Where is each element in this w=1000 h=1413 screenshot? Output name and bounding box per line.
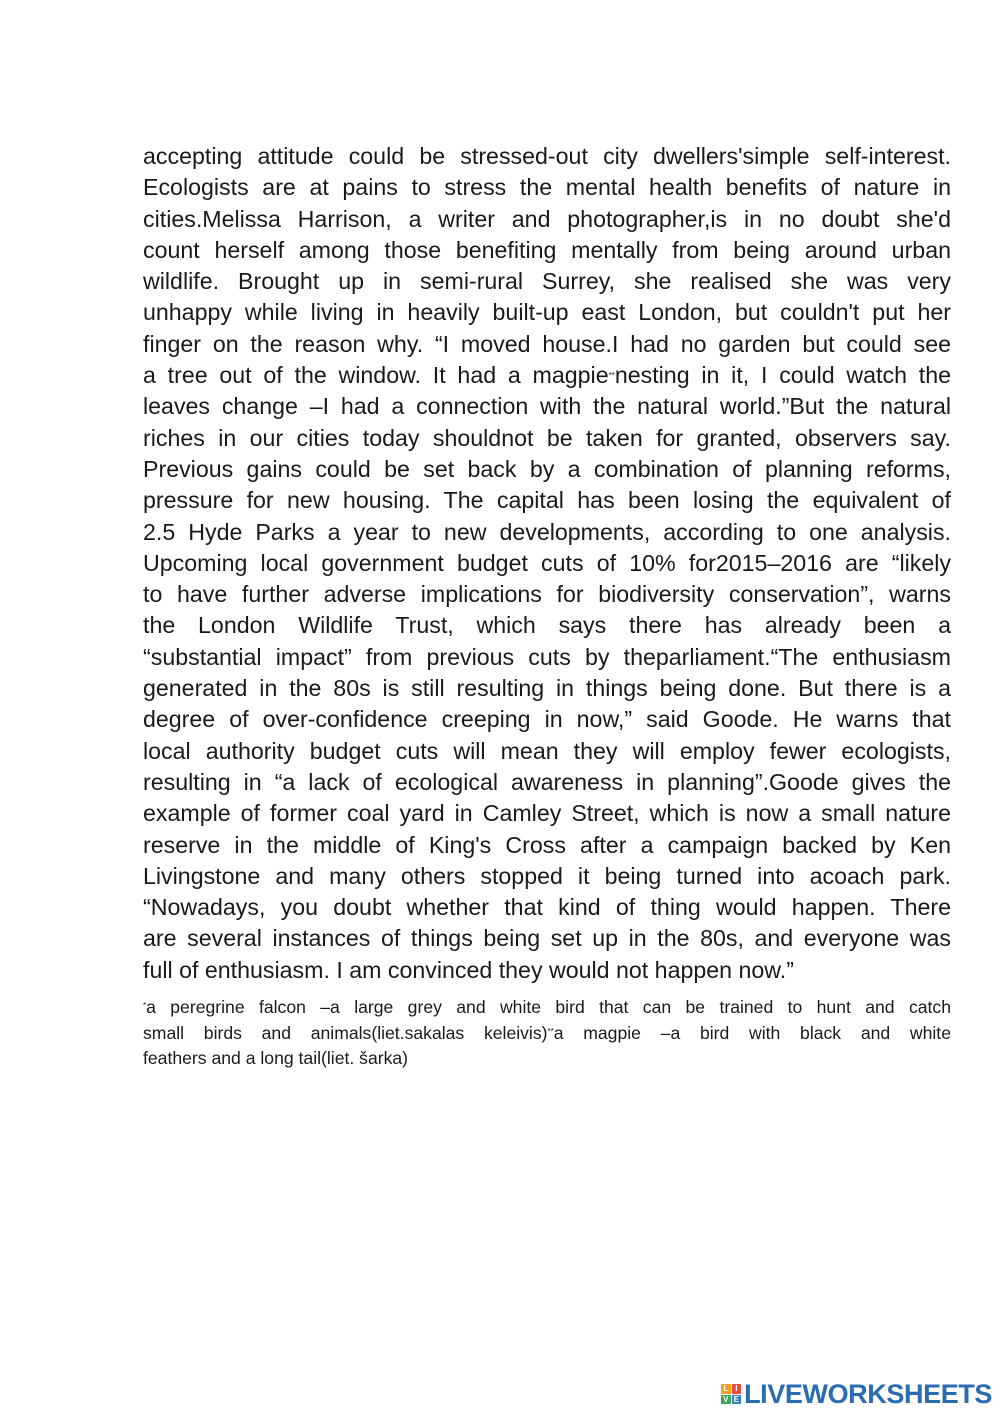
article-line: Livingstone and many others stopped it being turned into acoach park. — [143, 862, 951, 889]
article-line: riches in our cities today shouldnot be taken for granted, observers say. — [143, 424, 951, 451]
article-line: leaves change –I had a connection with the natural world.”But the natural — [143, 393, 951, 420]
article-line: Previous gains could be set back by a combination of planning reforms, — [143, 455, 951, 482]
footnote-peregrine: a peregrine falcon –a large grey and white bird that can be trained to hunt and catch — [146, 997, 951, 1018]
article-line: pressure for new housing. The capital has been losing the equivalent of — [143, 487, 951, 514]
footnote-marker-double: ** — [608, 371, 615, 381]
article-line: generated in the 80s is still resulting in things being done. But there is a — [143, 675, 951, 702]
article-line: are several instances of things being set up in the 80s, and everyone was — [143, 925, 951, 952]
article-line: “substantial impact” from previous cuts by theparliament.“The enthusiasm — [143, 643, 951, 670]
article-line-magpie — [143, 360, 951, 391]
footnote-marker-double: ** — [547, 1026, 554, 1036]
article-line: example of former coal yard in Camley Street, which is now a small nature — [143, 800, 951, 827]
logo-letter: V — [721, 1395, 731, 1405]
article-line: local authority budget cuts will mean they will employ fewer ecologists, — [143, 737, 951, 764]
article-line: Upcoming local government budget cuts of 10% for2015–2016 are “likely — [143, 549, 951, 576]
article-line-magpie-start: a tree out of the window. It had a magpie — [143, 362, 609, 389]
article-line: accepting attitude could be stressed-out city dwellers'simple self-interest. — [143, 143, 951, 169]
article-line: finger on the reason why. “I moved house.I had no garden but could see — [143, 330, 951, 357]
article-line: resulting in “a lack of ecological awareness in planning”.Goode gives the — [143, 768, 951, 795]
article-line: count herself among those benefiting mentally from being around urban — [143, 236, 951, 263]
article-line-magpie-rest: nesting in it, I could watch the — [614, 362, 951, 389]
footnote-magpie: a magpie –a bird with black and white — [553, 1022, 951, 1043]
article-line: the London Wildlife Trust, which says there has already been a — [143, 612, 951, 639]
article-line: unhappy while living in heavily built-up east London, but couldn't put her — [143, 299, 951, 326]
footnote-line — [143, 995, 951, 1021]
logo-letter: E — [732, 1395, 742, 1405]
brand-name: LIVEWORKSHEETS — [744, 1378, 992, 1409]
article-line: full of enthusiasm. I am convinced they would not happen now.” — [143, 956, 794, 983]
article-line: cities.Melissa Harrison, a writer and photographer,is in no doubt she'd — [143, 205, 951, 232]
footnote-marker-single: * — [143, 1001, 147, 1011]
footnote-peregrine-end: small birds and animals(liet.sakalas keleivis) — [143, 1022, 548, 1043]
article-text — [143, 141, 951, 1072]
liveworksheets-logo-icon — [721, 1384, 741, 1404]
article-line: “Nowadays, you doubt whether that kind of thing would happen. There — [143, 894, 951, 921]
footnotes — [143, 995, 951, 1072]
article-line: to have further adverse implications for biodiversity conservation”, warns — [143, 581, 951, 608]
footnote-line: feathers and a long tail(liet. šarka) — [143, 1048, 409, 1069]
article-line: Ecologists are at pains to stress the mental health benefits of nature in — [143, 174, 951, 201]
article-line: degree of over-confidence creeping in now,” said Goode. He warns that — [143, 706, 951, 733]
article-line: wildlife. Brought up in semi-rural Surrey, she realised she was very — [143, 268, 951, 295]
footnote-line — [143, 1021, 951, 1047]
logo-letter: I — [732, 1384, 742, 1394]
liveworksheets-brand — [721, 1378, 992, 1410]
article-line: reserve in the middle of King's Cross after a campaign backed by Ken — [143, 831, 951, 858]
article-line: 2.5 Hyde Parks a year to new developments, according to one analysis. — [143, 518, 951, 545]
logo-letter: L — [721, 1384, 731, 1394]
